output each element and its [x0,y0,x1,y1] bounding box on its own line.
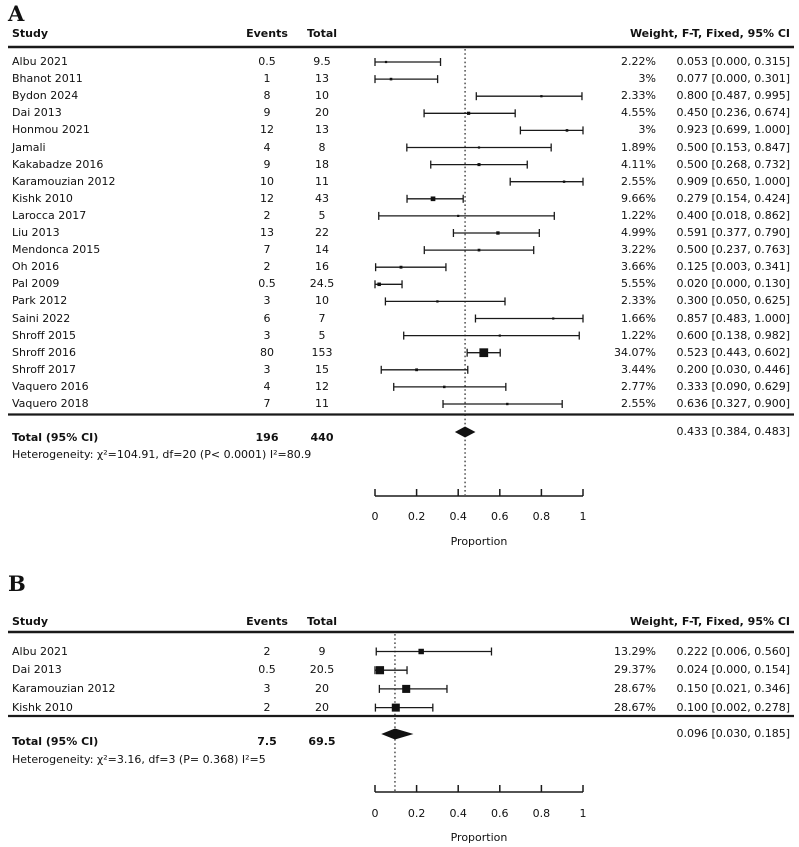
panel-label: A [8,1,25,26]
ci-text: 0.500 [0.153, 0.847] [676,140,790,154]
ci-text: 0.024 [0.000, 0.154] [676,663,790,677]
point-marker [477,163,480,166]
axis-title: Proportion [450,535,508,548]
study-name: Vaquero 2018 [12,397,89,410]
weight-value: 28.67% [614,700,656,714]
total-value: 10 [315,294,329,308]
total-value: 13 [315,123,329,137]
panel-label: B [8,571,26,596]
axis-tick-label: 0.4 [449,807,467,820]
events-value: 12 [260,191,274,205]
study-name: Park 2012 [12,294,68,308]
weight-value: 1.22% [621,328,656,342]
events-value: 2 [263,644,271,658]
ci-text: 0.077 [0.000, 0.301] [676,72,790,86]
study-name: Karamouzian 2012 [12,174,116,188]
ci-text: 0.300 [0.050, 0.625] [676,294,790,308]
weight-value: 1.22% [621,208,656,222]
point-marker [478,249,481,252]
point-marker [506,403,508,405]
total-value: 11 [315,397,329,410]
point-marker [392,704,400,712]
total-value: 5 [318,328,326,342]
point-marker [415,368,418,371]
study-name: Karamouzian 2012 [12,681,116,695]
axis-tick-label: 0.2 [407,807,426,820]
ci-text: 0.333 [0.090, 0.629] [676,379,790,393]
axis-tick-label: 0 [371,510,379,523]
total-ci-text: 0.433 [0.384, 0.483] [676,425,790,438]
weight-value: 2.55% [621,397,656,410]
total-value: 7 [318,311,326,325]
study-name: Jamali [12,140,46,154]
point-marker [431,196,436,201]
total-value: 22 [315,226,329,239]
ci-text: 0.400 [0.018, 0.862] [676,208,790,222]
ci-text: 0.800 [0.487, 0.995] [676,89,790,103]
point-marker [390,78,393,81]
col-header-events: Events [246,615,288,628]
weight-value: 4.11% [621,157,656,171]
ci-text: 0.923 [0.699, 1.000] [676,123,790,137]
ci-text: 0.500 [0.237, 0.763] [676,243,790,257]
events-value: 0.5 [258,277,276,291]
events-value: 2 [263,700,271,714]
total-row-label: Total (95% CI) [12,431,99,444]
study-name: Kishk 2010 [12,191,73,205]
point-marker [540,95,542,97]
ci-text: 0.200 [0.030, 0.446] [676,362,790,376]
heterogeneity-text: Heterogeneity: χ²=104.91, df=20 (P< 0.0001) I²=80.9 [12,448,312,461]
total-value: 20 [315,700,329,714]
total-total-value: 69.5 [308,735,336,748]
ci-text: 0.053 [0.000, 0.315] [676,55,790,68]
events-value: 3 [263,294,271,308]
events-value: 0.5 [258,55,276,68]
events-value: 4 [263,379,271,393]
total-value: 20.5 [309,663,335,677]
axis-tick-label: 0.6 [491,807,509,820]
forest-panel-b [0,570,799,847]
weight-value: 1.66% [621,311,656,325]
total-row-label: Total (95% CI) [12,735,99,748]
study-name: Shroff 2016 [12,345,77,359]
weight-value: 28.67% [614,681,656,695]
weight-value: 2.22% [621,55,656,68]
total-value: 14 [315,243,329,257]
total-value: 9 [318,644,326,658]
events-value: 10 [260,174,274,188]
study-name: Dai 2013 [12,663,62,677]
total-value: 11 [315,174,329,188]
total-value: 13 [315,72,329,86]
weight-value: 2.55% [621,174,656,188]
weight-value: 2.33% [621,294,656,308]
study-name: Kishk 2010 [12,700,73,714]
weight-value: 4.99% [621,226,656,239]
events-value: 9 [263,157,271,171]
ci-text: 0.591 [0.377, 0.790] [676,226,790,239]
study-name: Saini 2022 [12,311,71,325]
total-value: 43 [315,191,329,205]
total-value: 9.5 [313,55,331,68]
events-value: 7 [263,397,271,410]
study-name: Dai 2013 [12,106,62,120]
weight-value: 4.55% [621,106,656,120]
ci-text: 0.450 [0.236, 0.674] [676,106,790,120]
study-name: Shroff 2017 [12,362,77,376]
axis-tick-label: 1 [579,807,587,820]
weight-value: 29.37% [614,663,656,677]
weight-value: 34.07% [614,345,656,359]
weight-value: 1.89% [621,140,656,154]
study-name: Larocca 2017 [12,208,87,222]
point-marker [400,266,403,269]
ci-text: 0.020 [0.000, 0.130] [676,277,790,291]
events-value: 0.5 [258,663,276,677]
weight-value: 9.66% [621,191,656,205]
col-header-total: Total [306,27,338,40]
total-events-value: 196 [255,431,279,444]
ci-text: 0.150 [0.021, 0.346] [676,681,790,695]
point-marker [418,649,423,654]
study-name: Shroff 2015 [12,328,77,342]
point-marker [402,685,410,693]
weight-value: 2.33% [621,89,656,103]
total-total-value: 440 [310,431,334,444]
col-header-study: Study [12,27,49,40]
ci-text: 0.600 [0.138, 0.982] [676,328,790,342]
total-value: 12 [315,379,329,393]
weight-value: 3.44% [621,362,656,376]
total-events-value: 7.5 [257,735,277,748]
total-value: 20 [315,106,329,120]
ci-text: 0.523 [0.443, 0.602] [676,345,790,359]
point-marker [376,666,384,674]
events-value: 3 [263,362,271,376]
weight-value: 3% [638,72,656,86]
weight-value: 3.22% [621,243,656,257]
axis-tick-label: 0.4 [449,510,467,523]
events-value: 1 [263,72,271,86]
ci-text: 0.222 [0.006, 0.560] [676,644,790,658]
ci-text: 0.636 [0.327, 0.900] [676,397,790,410]
weight-value: 3.66% [621,260,656,274]
total-value: 10 [315,89,329,103]
study-name: Bhanot 2011 [12,72,83,86]
events-value: 6 [263,311,271,325]
events-value: 2 [263,208,271,222]
ci-text: 0.100 [0.002, 0.278] [676,700,790,714]
point-marker [552,317,554,319]
total-value: 5 [318,208,326,222]
events-value: 12 [260,123,274,137]
total-value: 16 [315,260,329,274]
axis-tick-label: 1 [579,510,587,523]
point-marker [377,283,381,287]
study-name: Liu 2013 [12,226,60,239]
study-name: Kakabadze 2016 [12,157,104,171]
study-name: Vaquero 2016 [12,379,89,393]
col-header-study: Study [12,615,49,628]
pooled-diamond [455,427,476,438]
events-value: 13 [260,226,274,239]
point-marker [385,61,387,63]
study-name: Bydon 2024 [12,89,79,103]
study-name: Honmou 2021 [12,123,90,137]
study-name: Albu 2021 [12,644,69,658]
total-value: 153 [311,345,333,359]
events-value: 7 [263,243,271,257]
total-value: 18 [315,157,329,171]
point-marker [457,215,459,217]
axis-title: Proportion [450,831,508,844]
weight-value: 3% [638,123,656,137]
ci-text: 0.500 [0.268, 0.732] [676,157,790,171]
col-header-effect: Weight, F-T, Fixed, 95% CI [629,27,790,40]
events-value: 2 [263,260,271,274]
events-value: 8 [263,89,271,103]
point-marker [479,348,488,357]
pooled-diamond [381,729,413,740]
events-value: 80 [260,345,274,359]
study-name: Albu 2021 [12,55,69,68]
study-name: Mendonca 2015 [12,243,101,257]
events-value: 3 [263,681,271,695]
axis-tick-label: 0.6 [491,510,509,523]
axis-tick-label: 0.8 [532,807,551,820]
col-header-effect: Weight, F-T, Fixed, 95% CI [629,615,790,628]
point-marker [499,335,501,337]
weight-value: 2.77% [621,379,656,393]
point-marker [496,231,499,234]
axis-tick-label: 0 [371,807,379,820]
ci-text: 0.857 [0.483, 1.000] [676,311,790,325]
total-value: 24.5 [309,277,335,291]
point-marker [436,300,438,302]
weight-value: 13.29% [614,644,656,658]
point-marker [478,146,480,148]
total-ci-text: 0.096 [0.030, 0.185] [676,727,790,740]
study-name: Pal 2009 [12,277,60,291]
study-name: Oh 2016 [12,260,60,274]
events-value: 4 [263,140,271,154]
total-value: 8 [318,140,326,154]
heterogeneity-text: Heterogeneity: χ²=3.16, df=3 (P= 0.368) I²=5 [12,753,266,766]
point-marker [443,386,445,388]
ci-text: 0.125 [0.003, 0.341] [676,260,790,274]
events-value: 3 [263,328,271,342]
axis-tick-label: 0.8 [532,510,551,523]
col-header-total: Total [306,615,338,628]
ci-text: 0.279 [0.154, 0.424] [676,191,790,205]
weight-value: 5.55% [621,277,656,291]
col-header-events: Events [246,27,288,40]
events-value: 9 [263,106,271,120]
point-marker [467,112,470,115]
total-value: 15 [315,362,329,376]
axis-tick-label: 0.2 [407,510,426,523]
total-value: 20 [315,681,329,695]
ci-text: 0.909 [0.650, 1.000] [676,174,790,188]
